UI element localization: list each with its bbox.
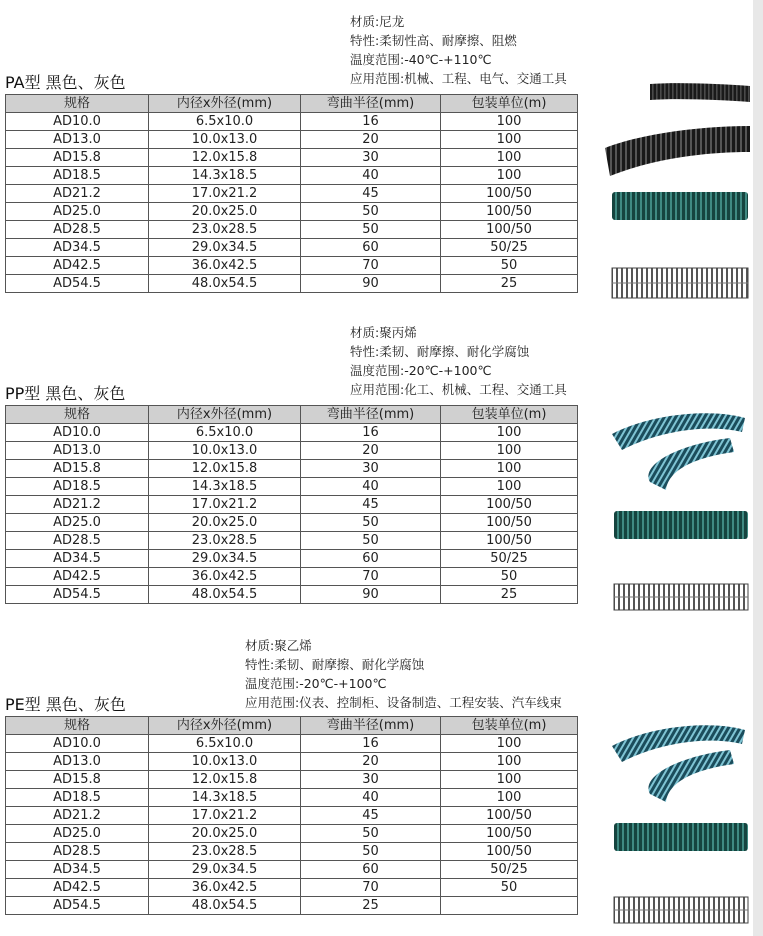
table-row xyxy=(6,131,578,149)
cell-diameter: 29.0x34.5 xyxy=(149,861,301,879)
prop-application: 应用范围:化工、机械、工程、交通工具 xyxy=(350,382,567,397)
cell-bend-radius: 50 xyxy=(301,843,441,861)
cell-bend-radius: 30 xyxy=(301,460,441,478)
table-row xyxy=(6,861,578,879)
table-row xyxy=(6,239,578,257)
cell-diameter: 29.0x34.5 xyxy=(149,550,301,568)
cell-bend-radius: 60 xyxy=(301,550,441,568)
cell-package: 100/50 xyxy=(441,185,578,203)
cell-diameter: 48.0x54.5 xyxy=(149,897,301,915)
cell-bend-radius: 50 xyxy=(301,203,441,221)
cell-bend-radius: 30 xyxy=(301,149,441,167)
cell-package: 25 xyxy=(441,275,578,293)
cell-package: 100 xyxy=(441,460,578,478)
cell-diameter: 17.0x21.2 xyxy=(149,496,301,514)
header-diameter: 内径x外径(mm) xyxy=(149,717,301,735)
table-row xyxy=(6,496,578,514)
section-title: PP型 黑色、灰色 xyxy=(5,384,126,403)
cell-spec: AD21.2 xyxy=(6,807,149,825)
table-row xyxy=(6,442,578,460)
page-edge-shadow xyxy=(753,0,763,936)
cell-bend-radius: 30 xyxy=(301,771,441,789)
cell-spec: AD18.5 xyxy=(6,167,149,185)
table-row xyxy=(6,532,578,550)
cell-spec: AD28.5 xyxy=(6,221,149,239)
teal-conduit-corrugated-image xyxy=(610,186,750,226)
cell-diameter: 20.0x25.0 xyxy=(149,203,301,221)
material-properties xyxy=(350,12,567,88)
header-package-unit: 包装单位(m) xyxy=(441,717,578,735)
cell-spec: AD18.5 xyxy=(6,789,149,807)
cell-spec: AD34.5 xyxy=(6,861,149,879)
table-row xyxy=(6,514,578,532)
cell-diameter: 20.0x25.0 xyxy=(149,514,301,532)
prop-material: 材质:尼龙 xyxy=(350,14,405,29)
cell-package: 100 xyxy=(441,478,578,496)
cell-package: 50 xyxy=(441,568,578,586)
section-title: PA型 黑色、灰色 xyxy=(5,73,126,92)
cell-spec: AD25.0 xyxy=(6,825,149,843)
table-row xyxy=(6,185,578,203)
prop-features: 特性:柔韧性高、耐摩擦、阻燃 xyxy=(350,33,517,48)
cell-package: 50 xyxy=(441,257,578,275)
cell-spec: AD42.5 xyxy=(6,257,149,275)
cell-package: 100 xyxy=(441,735,578,753)
table-row xyxy=(6,789,578,807)
cell-diameter: 36.0x42.5 xyxy=(149,879,301,897)
spec-table xyxy=(5,716,578,915)
prop-material: 材质:聚丙烯 xyxy=(350,325,417,340)
table-row xyxy=(6,550,578,568)
cell-diameter: 23.0x28.5 xyxy=(149,221,301,239)
table-row xyxy=(6,753,578,771)
cell-package: 100/50 xyxy=(441,807,578,825)
cell-spec: AD21.2 xyxy=(6,496,149,514)
cell-bend-radius: 50 xyxy=(301,221,441,239)
table-row xyxy=(6,113,578,131)
cell-diameter: 48.0x54.5 xyxy=(149,586,301,604)
cell-bend-radius: 90 xyxy=(301,275,441,293)
cell-package: 25 xyxy=(441,586,578,604)
cell-package: 100/50 xyxy=(441,496,578,514)
cell-spec: AD25.0 xyxy=(6,514,149,532)
cell-spec: AD42.5 xyxy=(6,568,149,586)
cell-spec: AD15.8 xyxy=(6,149,149,167)
cell-spec: AD18.5 xyxy=(6,478,149,496)
prop-material: 材质:聚乙烯 xyxy=(245,638,312,653)
cell-package: 100 xyxy=(441,442,578,460)
table-row xyxy=(6,167,578,185)
cell-diameter: 36.0x42.5 xyxy=(149,568,301,586)
cell-diameter: 12.0x15.8 xyxy=(149,149,301,167)
cell-bend-radius: 45 xyxy=(301,185,441,203)
grey-conduit-split-image xyxy=(612,895,750,925)
header-package-unit: 包装单位(m) xyxy=(441,95,578,113)
cell-package: 100/50 xyxy=(441,514,578,532)
cell-package: 50/25 xyxy=(441,861,578,879)
cell-bend-radius: 50 xyxy=(301,825,441,843)
prop-temperature: 温度范围:-20℃-+100℃ xyxy=(245,676,387,691)
cell-spec: AD21.2 xyxy=(6,185,149,203)
grey-conduit-split-image xyxy=(612,582,750,612)
table-row xyxy=(6,568,578,586)
cell-spec: AD42.5 xyxy=(6,879,149,897)
cell-diameter: 12.0x15.8 xyxy=(149,771,301,789)
table-row xyxy=(6,586,578,604)
table-row xyxy=(6,149,578,167)
table-row xyxy=(6,460,578,478)
cell-spec: AD34.5 xyxy=(6,550,149,568)
cell-package: 100/50 xyxy=(441,843,578,861)
teal-conduit-corrugated-image xyxy=(612,508,750,542)
cell-diameter: 17.0x21.2 xyxy=(149,185,301,203)
cell-bend-radius: 45 xyxy=(301,496,441,514)
cell-spec: AD13.0 xyxy=(6,131,149,149)
table-row xyxy=(6,478,578,496)
cell-diameter: 36.0x42.5 xyxy=(149,257,301,275)
blue-conduit-coil-image xyxy=(610,716,750,806)
cell-diameter: 6.5x10.0 xyxy=(149,113,301,131)
header-bend-radius: 弯曲半径(mm) xyxy=(301,95,441,113)
table-row xyxy=(6,771,578,789)
table-row xyxy=(6,257,578,275)
cell-bend-radius: 25 xyxy=(301,897,441,915)
cell-bend-radius: 45 xyxy=(301,807,441,825)
cell-package: 100/50 xyxy=(441,221,578,239)
cell-bend-radius: 70 xyxy=(301,257,441,275)
cell-bend-radius: 60 xyxy=(301,239,441,257)
cell-bend-radius: 70 xyxy=(301,879,441,897)
cell-spec: AD54.5 xyxy=(6,897,149,915)
cell-diameter: 10.0x13.0 xyxy=(149,442,301,460)
material-properties xyxy=(245,636,562,712)
table-row xyxy=(6,735,578,753)
cell-spec: AD13.0 xyxy=(6,753,149,771)
header-bend-radius: 弯曲半径(mm) xyxy=(301,717,441,735)
cell-spec: AD28.5 xyxy=(6,532,149,550)
cell-diameter: 14.3x18.5 xyxy=(149,478,301,496)
header-package-unit: 包装单位(m) xyxy=(441,406,578,424)
table-row xyxy=(6,825,578,843)
prop-temperature: 温度范围:-40℃-+110℃ xyxy=(350,52,492,67)
cell-diameter: 6.5x10.0 xyxy=(149,424,301,442)
cell-package: 100 xyxy=(441,149,578,167)
header-spec: 规格 xyxy=(6,717,149,735)
cell-diameter: 6.5x10.0 xyxy=(149,735,301,753)
prop-application: 应用范围:仪表、控制柜、设备制造、工程安装、汽车线束 xyxy=(245,695,562,710)
cell-bend-radius: 40 xyxy=(301,789,441,807)
cell-diameter: 23.0x28.5 xyxy=(149,532,301,550)
cell-diameter: 10.0x13.0 xyxy=(149,753,301,771)
table-row xyxy=(6,807,578,825)
cell-bend-radius: 20 xyxy=(301,131,441,149)
header-diameter: 内径x外径(mm) xyxy=(149,95,301,113)
cell-bend-radius: 16 xyxy=(301,735,441,753)
cell-package: 100/50 xyxy=(441,532,578,550)
cell-bend-radius: 50 xyxy=(301,532,441,550)
cell-spec: AD15.8 xyxy=(6,460,149,478)
header-spec: 规格 xyxy=(6,95,149,113)
cell-spec: AD34.5 xyxy=(6,239,149,257)
black-conduit-straight-image xyxy=(600,70,750,112)
cell-spec: AD25.0 xyxy=(6,203,149,221)
table-row xyxy=(6,424,578,442)
cell-bend-radius: 16 xyxy=(301,424,441,442)
material-properties xyxy=(350,323,567,399)
cell-package: 100 xyxy=(441,167,578,185)
cell-spec: AD10.0 xyxy=(6,735,149,753)
prop-features: 特性:柔韧、耐摩擦、耐化学腐蚀 xyxy=(245,657,425,672)
cell-package: 100/50 xyxy=(441,203,578,221)
cell-bend-radius: 20 xyxy=(301,442,441,460)
cell-bend-radius: 40 xyxy=(301,167,441,185)
cell-spec: AD10.0 xyxy=(6,424,149,442)
cell-package: 100 xyxy=(441,789,578,807)
cell-package: 100 xyxy=(441,771,578,789)
cell-package: 100/50 xyxy=(441,825,578,843)
cell-diameter: 29.0x34.5 xyxy=(149,239,301,257)
cell-bend-radius: 60 xyxy=(301,861,441,879)
cell-package: 100 xyxy=(441,131,578,149)
cell-package: 50/25 xyxy=(441,239,578,257)
cell-bend-radius: 16 xyxy=(301,113,441,131)
cell-spec: AD54.5 xyxy=(6,275,149,293)
cell-package: 100 xyxy=(441,113,578,131)
spec-table xyxy=(5,94,578,293)
cell-bend-radius: 50 xyxy=(301,514,441,532)
table-header-row xyxy=(6,406,578,424)
cell-spec: AD54.5 xyxy=(6,586,149,604)
cell-diameter: 12.0x15.8 xyxy=(149,460,301,478)
cell-spec: AD28.5 xyxy=(6,843,149,861)
prop-features: 特性:柔韧、耐摩擦、耐化学腐蚀 xyxy=(350,344,530,359)
cell-diameter: 14.3x18.5 xyxy=(149,789,301,807)
table-row xyxy=(6,843,578,861)
prop-temperature: 温度范围:-20℃-+100℃ xyxy=(350,363,492,378)
grey-conduit-split-image xyxy=(610,266,750,300)
cell-diameter: 10.0x13.0 xyxy=(149,131,301,149)
cell-diameter: 17.0x21.2 xyxy=(149,807,301,825)
cell-spec: AD10.0 xyxy=(6,113,149,131)
table-row xyxy=(6,203,578,221)
spec-table xyxy=(5,405,578,604)
cell-package: 50/25 xyxy=(441,550,578,568)
cell-package xyxy=(441,897,578,915)
table-header-row xyxy=(6,95,578,113)
prop-application: 应用范围:机械、工程、电气、交通工具 xyxy=(350,71,567,86)
cell-bend-radius: 70 xyxy=(301,568,441,586)
header-diameter: 内径x外径(mm) xyxy=(149,406,301,424)
cell-bend-radius: 40 xyxy=(301,478,441,496)
cell-spec: AD13.0 xyxy=(6,442,149,460)
table-header-row xyxy=(6,717,578,735)
cell-diameter: 14.3x18.5 xyxy=(149,167,301,185)
table-row xyxy=(6,897,578,915)
header-bend-radius: 弯曲半径(mm) xyxy=(301,406,441,424)
black-conduit-curved-image xyxy=(600,120,750,182)
cell-bend-radius: 90 xyxy=(301,586,441,604)
table-row xyxy=(6,275,578,293)
section-title: PE型 黑色、灰色 xyxy=(5,695,126,714)
cell-package: 50 xyxy=(441,879,578,897)
table-row xyxy=(6,879,578,897)
cell-diameter: 20.0x25.0 xyxy=(149,825,301,843)
table-row xyxy=(6,221,578,239)
header-spec: 规格 xyxy=(6,406,149,424)
cell-diameter: 23.0x28.5 xyxy=(149,843,301,861)
cell-bend-radius: 20 xyxy=(301,753,441,771)
blue-conduit-coil-image xyxy=(610,404,750,494)
cell-diameter: 48.0x54.5 xyxy=(149,275,301,293)
teal-conduit-corrugated-image xyxy=(612,820,750,854)
cell-package: 100 xyxy=(441,424,578,442)
cell-package: 100 xyxy=(441,753,578,771)
cell-spec: AD15.8 xyxy=(6,771,149,789)
